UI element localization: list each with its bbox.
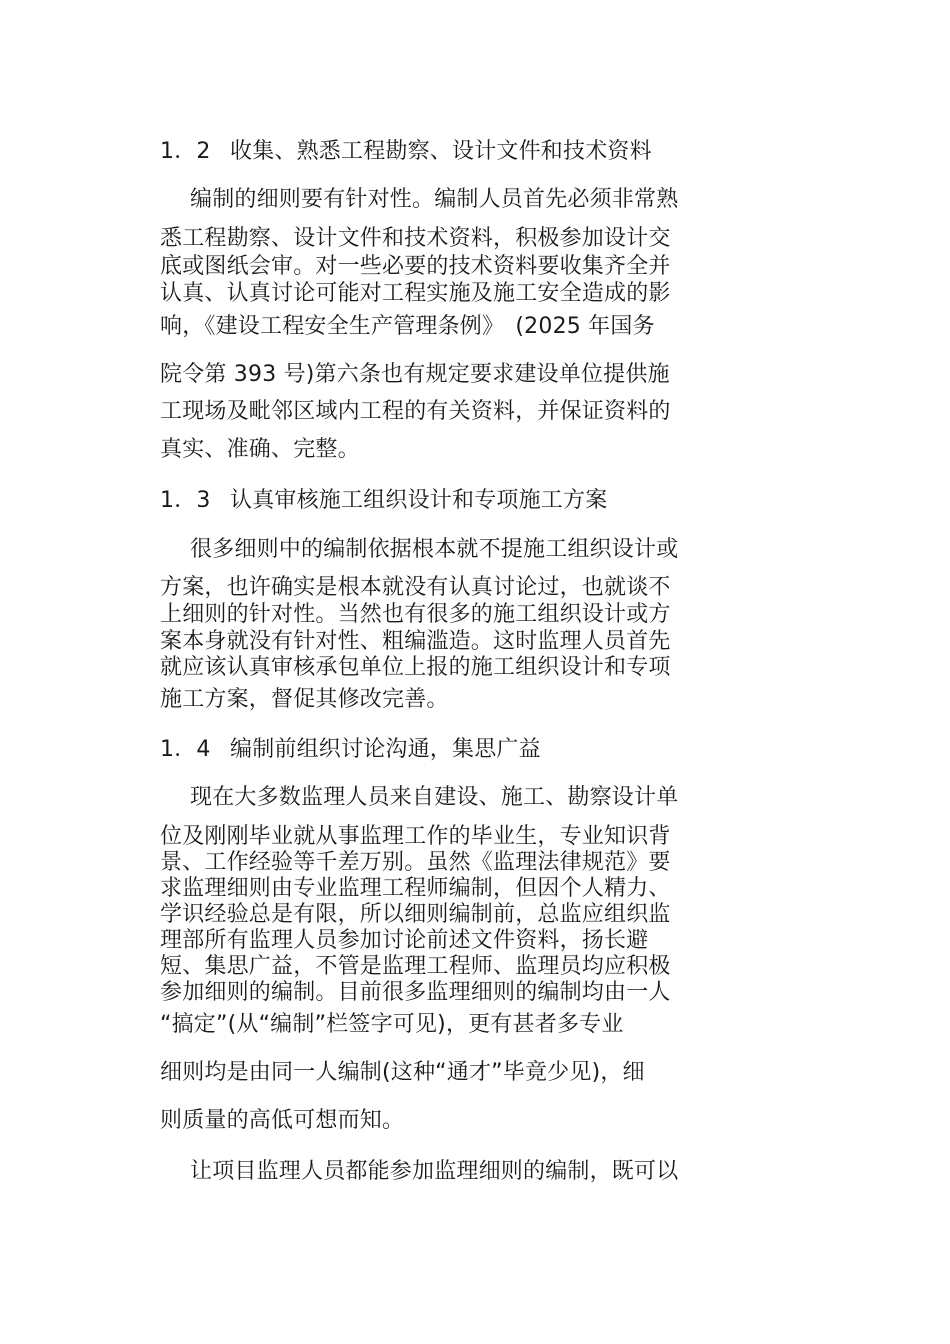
paragraph-line: 真实、准确、完整。 [160, 437, 360, 462]
section-heading-1-4 [160, 735, 541, 765]
paragraph-line: 则质量的高低可想而知。 [160, 1108, 405, 1133]
paragraph-line: 就应该认真审核承包单位上报的施工组织设计和专项 [160, 655, 671, 680]
paragraph-line: 让项目监理人员都能参加监理细则的编制，既可以 [190, 1159, 679, 1184]
paragraph-line: 景、工作经验等千差万别。虽然《监理法律规范》要 [160, 850, 671, 875]
paragraph-line: 现在大多数监理人员来自建设、施工、勘察设计单 [190, 785, 679, 810]
paragraph-line: 施工方案，督促其修改完善。 [160, 687, 449, 712]
paragraph-line: 认真、认真讨论可能对工程实施及施工安全造成的影 [160, 281, 671, 306]
section-heading-1-3 [160, 486, 607, 516]
paragraph-line: 编制的细则要有针对性。编制人员首先必须非常熟 [190, 187, 679, 212]
section-number: 1．4 [160, 737, 211, 762]
paragraph-line: 上细则的针对性。当然也有很多的施工组织设计或方 [160, 602, 671, 627]
section-title: 收集、熟悉工程勘察、设计文件和技术资料 [230, 139, 652, 164]
paragraph-line: 工现场及毗邻区域内工程的有关资料，并保证资料的 [160, 399, 671, 424]
paragraph-line: 底或图纸会审。对一些必要的技术资料要收集齐全并 [160, 254, 671, 279]
paragraph-line: 方案，也许确实是根本就没有认真讨论过，也就谈不 [160, 575, 671, 600]
paragraph-line: 悉工程勘察、设计文件和技术资料，积极参加设计交 [160, 226, 671, 251]
section-heading-1-2 [160, 137, 652, 167]
paragraph-line: 短、集思广益，不管是监理工程师、监理员均应积极 [160, 954, 671, 979]
paragraph-line: 细则均是由同一人编制(这种“通才”毕竟少见)，细 [160, 1060, 645, 1085]
section-number: 1．2 [160, 139, 211, 164]
section-title: 编制前组织讨论沟通，集思广益 [230, 737, 541, 762]
paragraph-line: 学识经验总是有限，所以细则编制前，总监应组织监 [160, 902, 671, 927]
paragraph-line: 院令第 393 号)第六条也有规定要求建设单位提供施 [160, 362, 670, 387]
paragraph-line: 很多细则中的编制依据根本就不提施工组织设计或 [190, 537, 679, 562]
paragraph-line: 案本身就没有针对性、粗编滥造。这时监理人员首先 [160, 629, 671, 654]
section-title: 认真审核施工组织设计和专项施工方案 [230, 488, 608, 513]
section-number: 1．3 [160, 488, 211, 513]
paragraph-line: 理部所有监理人员参加讨论前述文件资料，扬长避 [160, 928, 649, 953]
paragraph-line: 求监理细则由专业监理工程师编制，但因个人精力、 [160, 876, 671, 901]
paragraph-line: 位及刚刚毕业就从事监理工作的毕业生，专业知识背 [160, 824, 671, 849]
paragraph-line: 响，《建设工程安全生产管理条例》 (2025 年国务 [160, 314, 655, 339]
paragraph-line: “搞定”(从“编制”栏签字可见)，更有甚者多专业 [160, 1012, 624, 1037]
paragraph-line: 参加细则的编制。目前很多监理细则的编制均由一人 [160, 980, 671, 1005]
